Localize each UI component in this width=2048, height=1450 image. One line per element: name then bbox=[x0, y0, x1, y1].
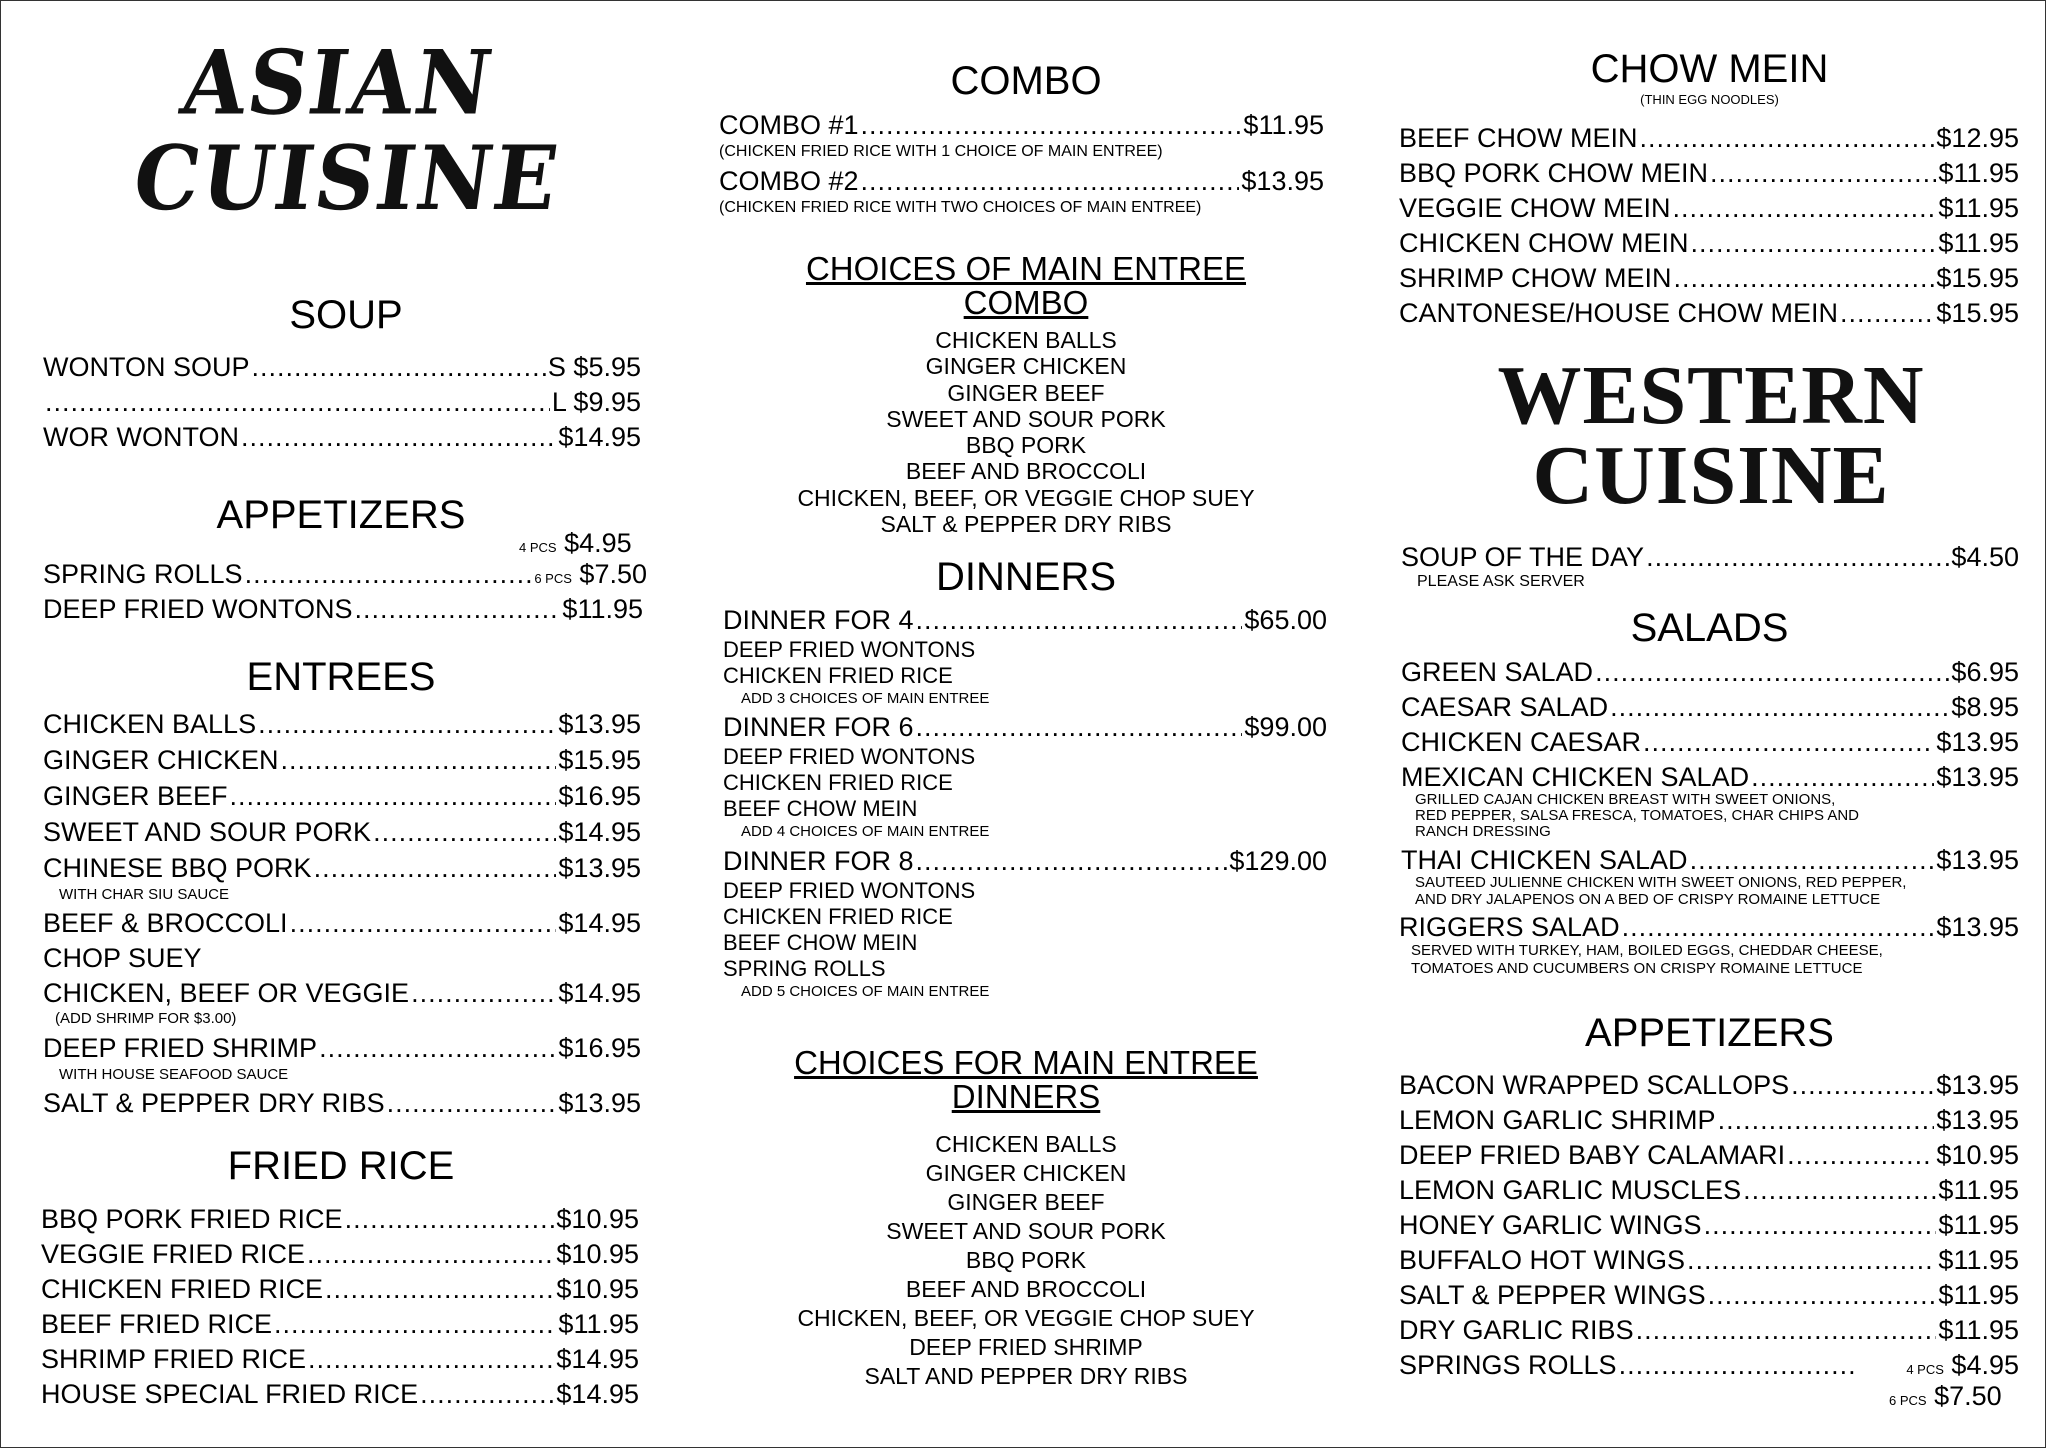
menu-item bbox=[1401, 761, 2019, 793]
menu-item bbox=[43, 907, 641, 939]
leader-dots bbox=[245, 558, 533, 590]
item-price: $129.00 bbox=[1229, 846, 1327, 876]
item-name: SPRINGS ROLLS bbox=[1399, 1350, 1617, 1380]
item-name: DINNER FOR 8 bbox=[723, 846, 914, 876]
leader-dots bbox=[325, 1273, 554, 1305]
item-name: VEGGIE FRIED RICE bbox=[41, 1239, 306, 1269]
item-price: $13.95 bbox=[1936, 1070, 2019, 1100]
item-name: SALT & PEPPER DRY RIBS bbox=[43, 1088, 385, 1118]
item-name: RIGGERS SALAD bbox=[1399, 912, 1620, 942]
menu-item bbox=[43, 977, 641, 1009]
leader-dots bbox=[252, 351, 546, 383]
item-price: $11.95 bbox=[1938, 1210, 2019, 1240]
item-name: DEEP FRIED SHRIMP bbox=[43, 1033, 318, 1063]
item-price: $11.95 bbox=[1938, 1245, 2019, 1275]
list-item: GINGER CHICKEN bbox=[925, 353, 1127, 380]
choices-dinners-list bbox=[716, 1130, 1336, 1391]
list-item: CHICKEN, BEEF, OR VEGGIE CHOP SUEY bbox=[797, 1305, 1255, 1331]
leader-dots bbox=[345, 1203, 555, 1235]
leader-dots bbox=[1687, 1244, 1936, 1276]
fried-rice-title: FRIED RICE bbox=[227, 1144, 455, 1188]
leader-dots bbox=[1640, 122, 1935, 154]
item-name: MEXICAN CHICKEN SALAD bbox=[1401, 762, 1750, 792]
western-title-line1: WESTERN bbox=[1497, 349, 1925, 442]
dinner-line: DEEP FRIED WONTONS bbox=[723, 878, 976, 903]
asian-cuisine-title bbox=[127, 31, 566, 231]
leader-dots bbox=[307, 1238, 554, 1270]
leader-dots bbox=[1691, 227, 1937, 259]
leader-dots bbox=[1791, 1069, 1934, 1101]
leader-dots bbox=[1595, 656, 1949, 688]
item-price: $15.95 bbox=[558, 745, 641, 775]
item-note: (CHICKEN FRIED RICE WITH 1 CHOICE OF MAIN ENTREE) bbox=[719, 143, 1163, 160]
item-price: $10.95 bbox=[556, 1274, 639, 1304]
item-price: $16.95 bbox=[558, 781, 641, 811]
leader-dots bbox=[45, 386, 550, 418]
item-price: $4.50 bbox=[1951, 542, 2019, 572]
leader-dots bbox=[1636, 1314, 1937, 1346]
item-name: THAI CHICKEN SALAD bbox=[1401, 845, 1688, 875]
item-price: $11.95 bbox=[1938, 193, 2019, 223]
menu-item bbox=[1399, 1069, 2019, 1101]
item-name: BEEF CHOW MEIN bbox=[1399, 123, 1638, 153]
item-price: $14.95 bbox=[558, 908, 641, 938]
dinner-line: BEEF CHOW MEIN bbox=[723, 796, 918, 821]
leader-dots bbox=[916, 711, 1243, 743]
item-name: SHRIMP CHOW MEIN bbox=[1399, 263, 1672, 293]
menu-item bbox=[1401, 844, 2019, 876]
item-price: $11.95 bbox=[1938, 1280, 2019, 1310]
item-name: BEEF FRIED RICE bbox=[41, 1309, 273, 1339]
leader-dots bbox=[1718, 1104, 1935, 1136]
item-name: WOR WONTON bbox=[43, 422, 239, 452]
item-price: $10.95 bbox=[556, 1239, 639, 1269]
item-price: $13.95 bbox=[1241, 166, 1324, 196]
item-price: $65.00 bbox=[1244, 605, 1327, 635]
item-price: $99.00 bbox=[1244, 712, 1327, 742]
list-item: BEEF AND BROCCOLI bbox=[905, 458, 1147, 485]
menu-item bbox=[41, 1203, 639, 1235]
menu-item bbox=[43, 852, 641, 884]
menu-item bbox=[1399, 122, 2019, 154]
leader-dots bbox=[861, 109, 1242, 141]
item-note: AND DRY JALAPENOS ON A BED OF CRISPY ROMAINE LETTUCE bbox=[1415, 891, 1881, 908]
item-name: SPRING ROLLS bbox=[43, 559, 243, 589]
item-price: $11.95 bbox=[1243, 110, 1324, 140]
entrees-title: ENTREES bbox=[246, 655, 436, 699]
leader-dots bbox=[1673, 192, 1937, 224]
dinner-line: SPRING ROLLS bbox=[723, 956, 886, 981]
list-item: SALT & PEPPER DRY RIBS bbox=[880, 511, 1172, 538]
item-note: PLEASE ASK SERVER bbox=[1417, 573, 1585, 590]
dinner-line: BEEF CHOW MEIN bbox=[723, 930, 918, 955]
menu-item bbox=[43, 386, 641, 418]
menu-item bbox=[43, 708, 641, 740]
item-name: BEEF & BROCCOLI bbox=[43, 908, 288, 938]
menu-item bbox=[43, 1032, 641, 1064]
menu-item bbox=[1399, 297, 2019, 329]
item-price: $6.95 bbox=[1951, 657, 2019, 687]
item-name: DINNER FOR 4 bbox=[723, 605, 914, 635]
menu-item bbox=[43, 558, 647, 595]
leader-dots bbox=[1710, 157, 1936, 189]
leader-dots bbox=[1610, 691, 1949, 723]
item-price: $14.95 bbox=[558, 978, 641, 1008]
item-note: RANCH DRESSING bbox=[1415, 823, 1551, 840]
leader-dots bbox=[1704, 1209, 1937, 1241]
item-name: HOUSE SPECIAL FRIED RICE bbox=[41, 1379, 419, 1409]
menu-item bbox=[723, 604, 1327, 636]
springs-rolls-price-6: 6 PCS $7.50 bbox=[1889, 1381, 2002, 1411]
menu-item bbox=[1399, 227, 2019, 259]
dinner-line: CHICKEN FRIED RICE bbox=[723, 904, 953, 929]
menu-item bbox=[1399, 1209, 2019, 1241]
leader-dots bbox=[916, 604, 1243, 636]
list-item: GINGER BEEF bbox=[947, 379, 1105, 406]
menu-item bbox=[1399, 1314, 2019, 1346]
menu-item bbox=[1401, 726, 2019, 758]
menu-item bbox=[723, 711, 1327, 743]
item-price: $11.95 bbox=[562, 594, 643, 624]
list-item: GINGER CHICKEN bbox=[925, 1160, 1127, 1186]
menu-item bbox=[1401, 691, 2019, 723]
item-name: BBQ PORK FRIED RICE bbox=[41, 1204, 343, 1234]
item-note: ADD 3 CHOICES OF MAIN ENTREE bbox=[741, 690, 990, 707]
leader-dots bbox=[1674, 262, 1935, 294]
leader-dots bbox=[1787, 1139, 1934, 1171]
menu-item bbox=[1399, 157, 2019, 189]
item-name: DEEP FRIED BABY CALAMARI bbox=[1399, 1140, 1786, 1170]
menu-item bbox=[43, 744, 641, 776]
menu-item bbox=[43, 780, 641, 812]
leader-dots bbox=[319, 1032, 556, 1064]
list-item: BBQ PORK bbox=[965, 432, 1087, 459]
item-name: VEGGIE CHOW MEIN bbox=[1399, 193, 1671, 223]
item-name: BBQ PORK CHOW MEIN bbox=[1399, 158, 1709, 188]
leader-dots bbox=[308, 1343, 554, 1375]
item-note: GRILLED CAJAN CHICKEN BREAST WITH SWEET ONIONS, bbox=[1415, 791, 1836, 808]
menu-item bbox=[1399, 911, 2019, 943]
soup-title: SOUP bbox=[289, 293, 403, 337]
item-price: 4 PCS $4.95 bbox=[1906, 1350, 2019, 1380]
item-price: $14.95 bbox=[558, 422, 641, 452]
chow-mein-title: CHOW MEIN bbox=[1590, 47, 1829, 91]
menu-item bbox=[43, 593, 643, 625]
menu-item bbox=[719, 109, 1324, 141]
menu-item bbox=[41, 1308, 639, 1340]
menu-item bbox=[1399, 192, 2019, 224]
item-name: SHRIMP FRIED RICE bbox=[41, 1344, 307, 1374]
item-price: $15.95 bbox=[1936, 298, 2019, 328]
item-price: $11.95 bbox=[1938, 158, 2019, 188]
item-price: 6 PCS $7.50 bbox=[534, 559, 647, 589]
leader-dots bbox=[1743, 1174, 1936, 1206]
leader-dots bbox=[387, 1087, 557, 1119]
leader-dots bbox=[355, 593, 561, 625]
item-name: SWEET AND SOUR PORK bbox=[43, 817, 372, 847]
item-name: CHICKEN CHOW MEIN bbox=[1399, 228, 1689, 258]
item-name: COMBO #2 bbox=[719, 166, 859, 196]
leader-dots bbox=[1751, 761, 1934, 793]
leader-dots bbox=[916, 845, 1228, 877]
item-price: $13.95 bbox=[558, 709, 641, 739]
item-price: $13.95 bbox=[1936, 912, 2019, 942]
list-item: SWEET AND SOUR PORK bbox=[886, 1218, 1166, 1244]
menu-item bbox=[1399, 1139, 2019, 1171]
item-name: CHICKEN CAESAR bbox=[1401, 727, 1642, 757]
western-cuisine-title bbox=[1411, 349, 2011, 522]
spring-rolls-price-4: 4 PCS $4.95 bbox=[519, 528, 632, 558]
item-price: $14.95 bbox=[556, 1379, 639, 1409]
dinners-title: DINNERS bbox=[935, 555, 1117, 599]
leader-dots bbox=[241, 421, 556, 453]
item-name: GINGER BEEF bbox=[43, 781, 228, 811]
leader-dots bbox=[1622, 911, 1935, 943]
item-note: ADD 5 CHOICES OF MAIN ENTREE bbox=[741, 983, 990, 1000]
item-price: $13.95 bbox=[1936, 1105, 2019, 1135]
item-note: TOMATOES AND CUCUMBERS ON CRISPY ROMAINE LETTUCE bbox=[1411, 960, 1863, 977]
list-item: GINGER BEEF bbox=[947, 1189, 1105, 1215]
asian-title-line2: CUISINE bbox=[127, 126, 566, 231]
item-name: CANTONESE/HOUSE CHOW MEIN bbox=[1399, 298, 1839, 328]
menu-item bbox=[41, 1273, 639, 1305]
item-price: $16.95 bbox=[558, 1033, 641, 1063]
item-name: LEMON GARLIC SHRIMP bbox=[1399, 1105, 1716, 1135]
item-name: BUFFALO HOT WINGS bbox=[1399, 1245, 1686, 1275]
item-name: LEMON GARLIC MUSCLES bbox=[1399, 1175, 1742, 1205]
leader-dots bbox=[420, 1378, 554, 1410]
leader-dots bbox=[411, 977, 556, 1009]
item-note: SERVED WITH TURKEY, HAM, BOILED EGGS, CHEDDAR CHEESE, bbox=[1411, 942, 1883, 959]
leader-dots bbox=[1646, 541, 1949, 573]
menu-item bbox=[723, 845, 1327, 877]
salads-title: SALADS bbox=[1630, 606, 1789, 650]
item-price: $10.95 bbox=[556, 1204, 639, 1234]
menu-item bbox=[1399, 1174, 2019, 1206]
leader-dots bbox=[274, 1308, 556, 1340]
leader-dots bbox=[281, 744, 557, 776]
item-name: GREEN SALAD bbox=[1401, 657, 1594, 687]
item-price: $14.95 bbox=[556, 1344, 639, 1374]
list-item: CHICKEN BALLS bbox=[935, 1131, 1117, 1157]
item-name: CAESAR SALAD bbox=[1401, 692, 1609, 722]
item-note: (CHICKEN FRIED RICE WITH TWO CHOICES OF MAIN ENTREE) bbox=[719, 199, 1202, 216]
leader-dots bbox=[258, 708, 556, 740]
leader-dots bbox=[230, 780, 557, 812]
item-note: ADD 4 CHOICES OF MAIN ENTREE bbox=[741, 823, 990, 840]
combo-title: COMBO bbox=[950, 59, 1102, 103]
item-price: $15.95 bbox=[1936, 263, 2019, 293]
item-price: $13.95 bbox=[1936, 845, 2019, 875]
menu-item bbox=[43, 1087, 641, 1119]
menu-item bbox=[41, 1343, 639, 1375]
dinner-line: DEEP FRIED WONTONS bbox=[723, 744, 976, 769]
leader-dots bbox=[861, 165, 1240, 197]
item-note: RED PEPPER, SALSA FRESCA, TOMATOES, CHAR CHIPS AND bbox=[1415, 807, 1860, 824]
leader-dots bbox=[1619, 1349, 1859, 1381]
item-price: $11.95 bbox=[1938, 228, 2019, 258]
item-note: SAUTEED JULIENNE CHICKEN WITH SWEET ONIONS, RED PEPPER, bbox=[1415, 874, 1907, 891]
western-appetizers-title: APPETIZERS bbox=[1585, 1011, 1834, 1055]
chop-suey-label: CHOP SUEY bbox=[43, 943, 202, 973]
item-note: (ADD SHRIMP FOR $3.00) bbox=[55, 1010, 237, 1027]
menu-item bbox=[43, 816, 641, 848]
item-name: DEEP FRIED WONTONS bbox=[43, 594, 353, 624]
item-name: CHINESE BBQ PORK bbox=[43, 853, 312, 883]
item-name: BACON WRAPPED SCALLOPS bbox=[1399, 1070, 1790, 1100]
item-price: $13.95 bbox=[1936, 762, 2019, 792]
item-name: SALT & PEPPER WINGS bbox=[1399, 1280, 1706, 1310]
menu-item bbox=[43, 421, 641, 453]
leader-dots bbox=[1643, 726, 1934, 758]
item-price: $11.95 bbox=[558, 1309, 639, 1339]
list-item: CHICKEN BALLS bbox=[935, 327, 1117, 353]
leader-dots bbox=[314, 852, 557, 884]
item-price: $11.95 bbox=[1938, 1315, 2019, 1345]
leader-dots bbox=[1708, 1279, 1937, 1311]
list-item: DEEP FRIED SHRIMP bbox=[909, 1334, 1143, 1360]
item-name: DRY GARLIC RIBS bbox=[1399, 1315, 1634, 1345]
leader-dots bbox=[290, 907, 557, 939]
dinner-line: DEEP FRIED WONTONS bbox=[723, 637, 976, 662]
leader-dots bbox=[1690, 844, 1935, 876]
item-price: S $5.95 bbox=[547, 352, 641, 382]
item-price: $13.95 bbox=[1936, 727, 2019, 757]
menu-item bbox=[1401, 541, 2019, 573]
menu-item bbox=[719, 165, 1324, 197]
choices-dinners-title: CHOICES FOR MAIN ENTREE DINNERS bbox=[794, 1044, 1258, 1115]
item-price: $12.95 bbox=[1936, 123, 2019, 153]
item-price: $13.95 bbox=[558, 1088, 641, 1118]
menu-item bbox=[1399, 262, 2019, 294]
item-name: HONEY GARLIC WINGS bbox=[1399, 1210, 1702, 1240]
item-price: $13.95 bbox=[558, 853, 641, 883]
appetizers-title: APPETIZERS bbox=[216, 493, 466, 537]
list-item: SALT AND PEPPER DRY RIBS bbox=[864, 1363, 1188, 1389]
item-price: $8.95 bbox=[1951, 692, 2019, 722]
leader-dots bbox=[373, 816, 556, 848]
item-name: DINNER FOR 6 bbox=[723, 712, 914, 742]
dinner-line: CHICKEN FRIED RICE bbox=[723, 663, 953, 688]
dinner-line: CHICKEN FRIED RICE bbox=[723, 770, 953, 795]
item-name: CHICKEN BALLS bbox=[43, 709, 257, 739]
choices-combo-list bbox=[716, 327, 1336, 537]
item-note: WITH HOUSE SEAFOOD SAUCE bbox=[59, 1066, 289, 1083]
menu-item bbox=[43, 351, 641, 383]
item-name: SOUP OF THE DAY bbox=[1401, 542, 1645, 572]
chow-mein-subtitle: (THIN EGG NOODLES) bbox=[1640, 92, 1779, 107]
menu-item bbox=[1399, 1279, 2019, 1311]
menu-item bbox=[41, 1238, 639, 1270]
item-name: COMBO #1 bbox=[719, 110, 859, 140]
list-item: SWEET AND SOUR PORK bbox=[886, 405, 1166, 432]
list-item: BEEF AND BROCCOLI bbox=[905, 1276, 1147, 1302]
list-item: BBQ PORK bbox=[965, 1247, 1087, 1273]
item-price: $10.95 bbox=[1936, 1140, 2019, 1170]
item-note: WITH CHAR SIU SAUCE bbox=[59, 886, 230, 903]
menu-item bbox=[1399, 1244, 2019, 1276]
item-price: $11.95 bbox=[1938, 1175, 2019, 1205]
western-title-line2: CUISINE bbox=[1532, 429, 1890, 522]
menu-item bbox=[41, 1378, 639, 1410]
item-name: WONTON SOUP bbox=[43, 352, 250, 382]
item-name: CHICKEN FRIED RICE bbox=[41, 1274, 324, 1304]
asian-title-line1: ASIAN bbox=[175, 31, 500, 136]
item-name: GINGER CHICKEN bbox=[43, 745, 279, 775]
item-name: CHICKEN, BEEF OR VEGGIE bbox=[43, 978, 410, 1008]
list-item: CHICKEN, BEEF, OR VEGGIE CHOP SUEY bbox=[797, 484, 1255, 511]
choices-combo-title: CHOICES OF MAIN ENTREE COMBO bbox=[805, 250, 1247, 321]
menu-item bbox=[1401, 656, 2019, 688]
leader-dots bbox=[1840, 297, 1934, 329]
menu-item bbox=[1399, 1104, 2019, 1136]
item-price: L $9.95 bbox=[551, 387, 641, 417]
item-price: $14.95 bbox=[558, 817, 641, 847]
